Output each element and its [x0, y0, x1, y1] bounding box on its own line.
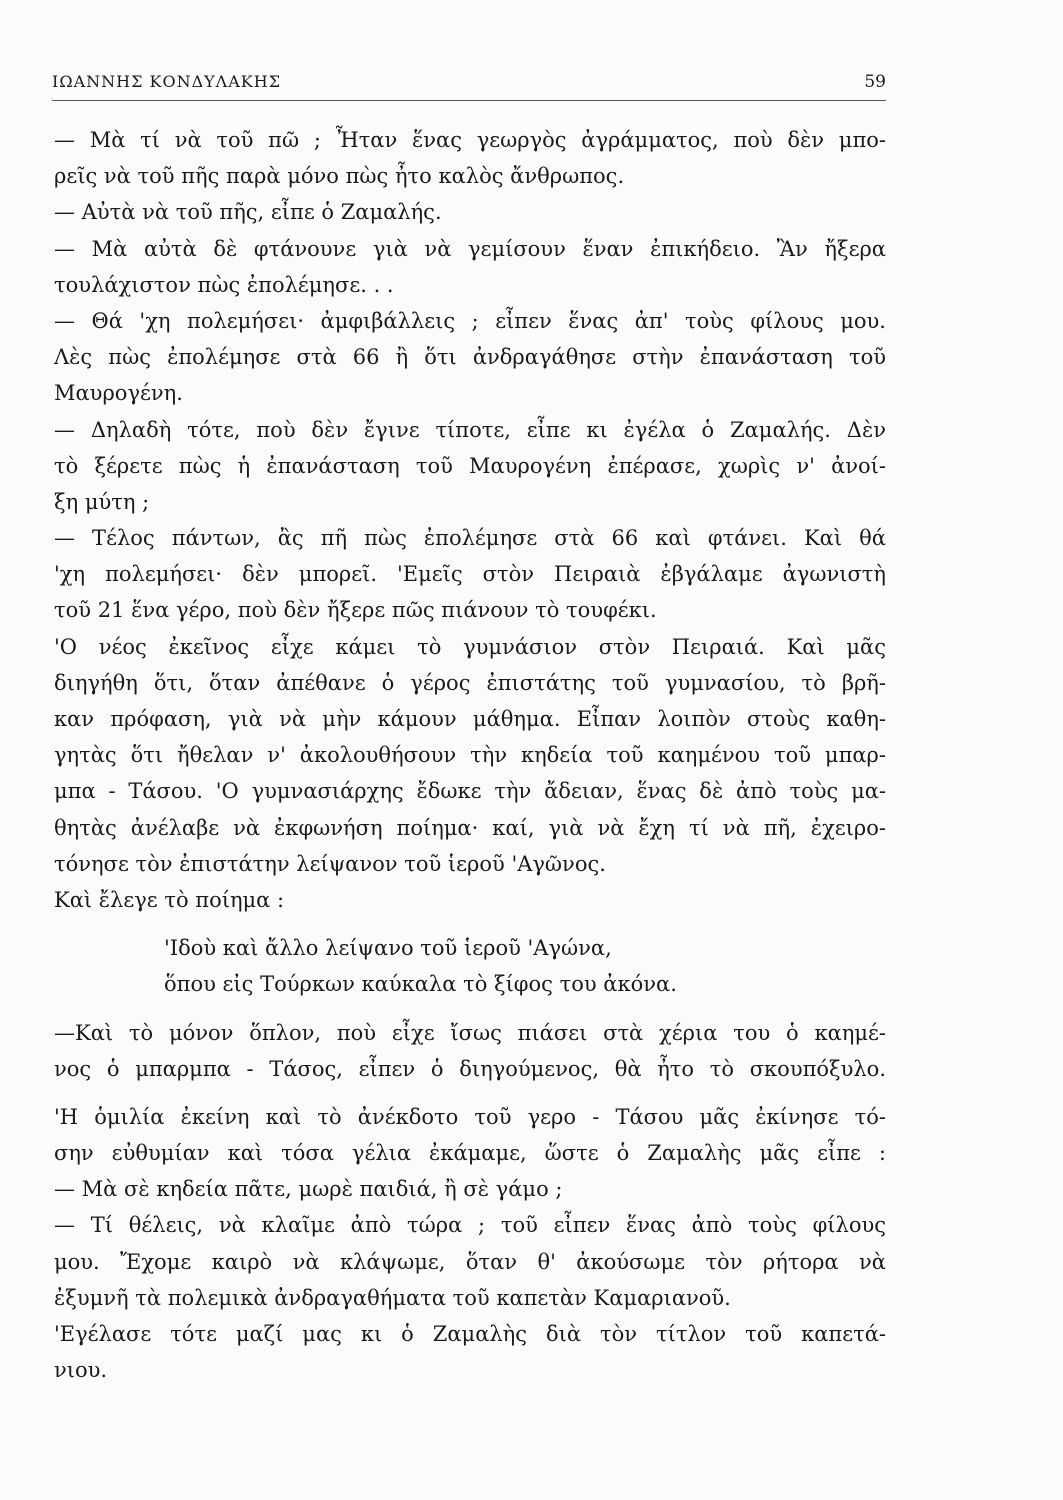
text-line: Μαυρογένη. [54, 381, 183, 406]
text-line: — Μὰ σὲ κηδεία πᾶτε, μωρὲ παιδιά, ἢ σὲ γάμο ; [54, 1177, 563, 1202]
text-line: Καὶ ἔλεγε τὸ ποίημα : [54, 887, 285, 912]
text-line: τοῦ 21 ἕνα γέρο, ποὺ δὲν ἤξερε πῶς πιάνουν τὸ τουφέκι. [54, 598, 657, 623]
page-header [52, 70, 886, 101]
text-line: ξη μύτη ; [54, 489, 150, 514]
text-line: γητὰς ὅτι ἤθελαν ν' ἀκολουθήσουν τὴν κηδεία τοῦ καημένου τοῦ μπαρ- [54, 743, 886, 768]
text-line: — Δηλαδὴ τότε, ποὺ δὲν ἔγινε τίποτε, εἶπε κι ἐγέλα ὁ Ζαμαλής. Δὲν [54, 417, 886, 442]
text-line: 'χη πολεμήσει· δὲν μπορεῖ. 'Εμεῖς στὸν Πειραιὰ ἐβγάλαμε ἀγωνιστὴ [54, 562, 886, 587]
text-line: — Αὐτὰ νὰ τοῦ πῆς, εἶπε ὁ Ζαμαλής. [54, 200, 442, 225]
text-line: 'Εγέλασε τότε μαζί μας κι ὁ Ζαμαλὴς διὰ τὸν τίτλον τοῦ καπετά- [54, 1322, 886, 1346]
text-line: ρεῖς νὰ τοῦ πῆς παρὰ μόνο πὼς ἦτο καλὸς ἄνθρωπος. [54, 164, 625, 189]
verse-line: ὅπου εἰς Τούρκων καύκαλα τὸ ξίφος του ἀκόνα. [164, 972, 677, 997]
text-line: μπα - Τάσου. 'Ο γυμνασιάρχης ἔδωκε τὴν ἄδειαν, ἕνας δὲ ἀπὸ τοὺς μα- [54, 779, 886, 804]
page-number: 59 [864, 72, 886, 92]
text-line: τὸ ξέρετε πὼς ἡ ἐπανάσταση τοῦ Μαυρογένη ἐπέρασε, χωρὶς ν' ἀνοί- [54, 453, 886, 478]
text-line: τουλάχιστον πὼς ἐπολέμησε. . . [54, 272, 394, 297]
text-line: Λὲς πὼς ἐπολέμησε στὰ 66 ἢ ὅτι ἀνδραγάθησε στὴν ἐπανάσταση τοῦ [54, 345, 886, 370]
text-line: — Τέλος πάντων, ἂς πῆ πὼς ἐπολέμησε στὰ 66 καὶ φτάνει. Καὶ θά [54, 526, 886, 551]
text-line: — Μὰ αὐτὰ δὲ φτάνουνε γιὰ νὰ γεμίσουν ἕναν ἐπικήδειο. Ἂν ἤξερα [54, 236, 886, 261]
text-line: μου. Ἔχομε καιρὸ νὰ κλάψωμε, ὅταν θ' ἀκούσωμε τὸν ρήτορα νὰ [54, 1249, 886, 1274]
text-line: 'Η ὁμιλία ἐκείνη καὶ τὸ ἀνέκδοτο τοῦ γερο - Τάσου μᾶς ἐκίνησε τό- [54, 1104, 886, 1129]
text-line: ἐξυμνῆ τὰ πολεμικὰ ἀνδραγαθήματα τοῦ καπετὰν Καμαριανοῦ. [54, 1285, 731, 1310]
text-line: 'Ο νέος ἐκεῖνος εἶχε κάμει τὸ γυμνάσιον στὸν Πειραιά. Καὶ μᾶς [54, 634, 886, 659]
text-line: καν πρόφαση, γιὰ νὰ μὴν κάμουν μάθημα. Εἶπαν λοιπὸν στοὺς καθη- [54, 707, 886, 731]
text-line: τόνησε τὸν ἐπιστάτην λείψανον τοῦ ἱεροῦ 'Αγῶνος. [54, 851, 606, 876]
text-line: —Καὶ τὸ μόνον ὅπλον, ποὺ εἶχε ἴσως πιάσει στὰ χέρια του ὁ καημέ- [54, 1020, 886, 1045]
text-line: διηγήθη ὅτι, ὅταν ἀπέθανε ὁ γέρος ἐπιστάτης τοῦ γυμνασίου, τὸ βρῆ- [54, 670, 886, 695]
running-head: ΙΩΑΝΝΗΣ ΚΟΝΔΥΛΑΚΗΣ [52, 72, 282, 91]
text-line: νιου. [54, 1358, 108, 1383]
text-line: — Τί θέλεις, νὰ κλαῖμε ἀπὸ τώρα ; τοῦ εἶπεν ἕνας ἀπὸ τοὺς φίλους [54, 1213, 886, 1238]
text-line: νος ὁ μπαρμπα - Τάσος, εἶπεν ὁ διηγούμενος, θὰ ἦτο τὸ σκουπόξυλο. [54, 1056, 886, 1081]
text-line: — Μὰ τί νὰ τοῦ πῶ ; Ἦταν ἕνας γεωργὸς ἀγράμματος, ποὺ δὲν μπο- [54, 128, 886, 152]
text-line: — Θά 'χη πολεμήσει· ἀμφιβάλλεις ; εἶπεν ἕνας ἀπ' τοὺς φίλους μου. [54, 308, 886, 333]
text-line: θητὰς ἀνέλαβε νὰ ἐκφωνήση ποίημα· καί, γιὰ νὰ ἔχη τί νὰ πῆ, ἐχειρο- [54, 815, 886, 840]
body-text [54, 122, 886, 1388]
text-line: σην εὐθυμίαν καὶ τόσα γέλια ἐκάμαμε, ὥστε ὁ Ζαμαλὴς μᾶς εἶπε : [54, 1141, 886, 1166]
verse-line: 'Ιδοὺ καὶ ἄλλο λείψανο τοῦ ἱεροῦ 'Αγώνα, [164, 936, 612, 961]
